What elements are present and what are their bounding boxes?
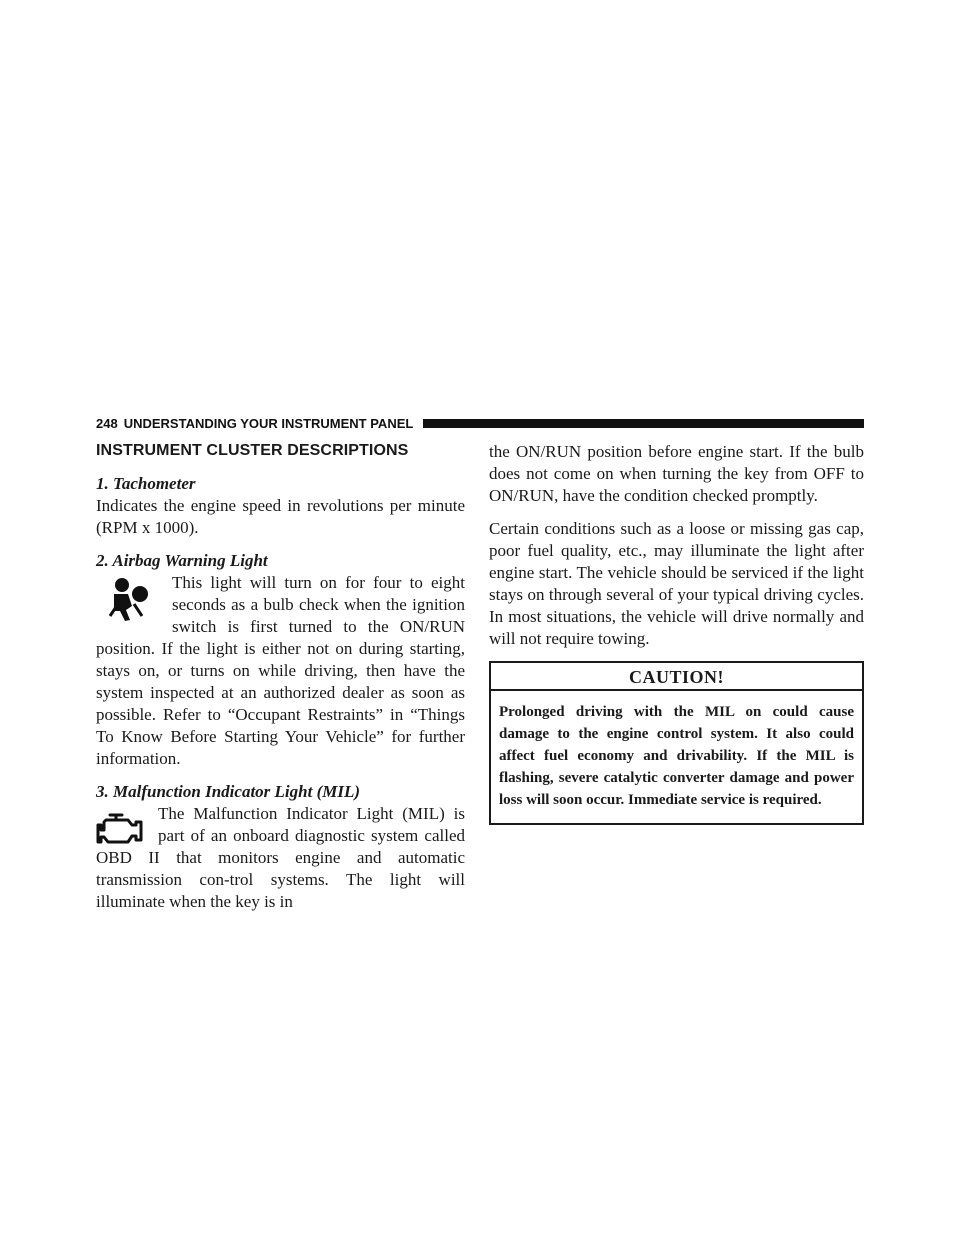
right-column xyxy=(489,441,864,825)
caution-text: Prolonged driving with the MIL on could cause damage to the engine control system. It also could affect fuel economy and drivability. If the MIL is flashing, severe catalytic converter damage and power loss will soon occur. Immediate service is required. xyxy=(499,704,854,808)
caution-title: CAUTION! xyxy=(491,663,862,691)
airbag-text: This light will turn on for four to eight seconds as a bulb check when the ignition switch is first turned to the ON/RUN position. If the light is either not on during starting, stays on, or turns on while driving, then have the system inspected at an authorized dealer as soon as possible. Refer to “Occupant Restraints” in “Things To Know Before Starting Your Vehicle” for further information. xyxy=(96,573,465,768)
airbag-item xyxy=(96,550,465,770)
mil-paragraph xyxy=(96,803,465,913)
airbag-paragraph xyxy=(96,572,465,770)
mil-text: The Malfunction Indicator Light (MIL) is part of an onboard diagnostic system called OBD II that monitors engine and automatic transmission con-trol systems. The light will illuminate when the key is in xyxy=(96,804,465,911)
tachometer-item xyxy=(96,473,465,539)
page-number: 248 xyxy=(96,416,118,431)
airbag-warning-icon xyxy=(108,576,152,622)
mil-continued-text: the ON/RUN position before engine start. If the bulb does not come on when turning the key from OFF to ON/RUN, have the condition checked promptly. xyxy=(489,442,864,505)
tachometer-title: 1. Tachometer xyxy=(96,474,196,493)
mil-item xyxy=(96,781,465,913)
header-rule xyxy=(423,419,864,428)
caution-box xyxy=(489,661,864,825)
section-heading: INSTRUMENT CLUSTER DESCRIPTIONS xyxy=(96,442,409,459)
mil-title: 3. Malfunction Indicator Light (MIL) xyxy=(96,782,361,801)
left-column xyxy=(96,441,465,924)
tachometer-text: Indicates the engine speed in revolutions per minute (RPM x 1000). xyxy=(96,496,465,537)
gas-cap-text: Certain conditions such as a loose or missing gas cap, poor fuel quality, etc., may illuminate the light after engine start. The vehicle should be serviced if the light stays on through several of your typical driving cycles. In most situations, the vehicle will drive normally and will not require towing. xyxy=(489,519,864,648)
running-head: UNDERSTANDING YOUR INSTRUMENT PANEL xyxy=(123,416,414,431)
airbag-title: 2. Airbag Warning Light xyxy=(96,551,268,570)
check-engine-icon xyxy=(96,811,144,847)
page-header xyxy=(96,417,864,430)
